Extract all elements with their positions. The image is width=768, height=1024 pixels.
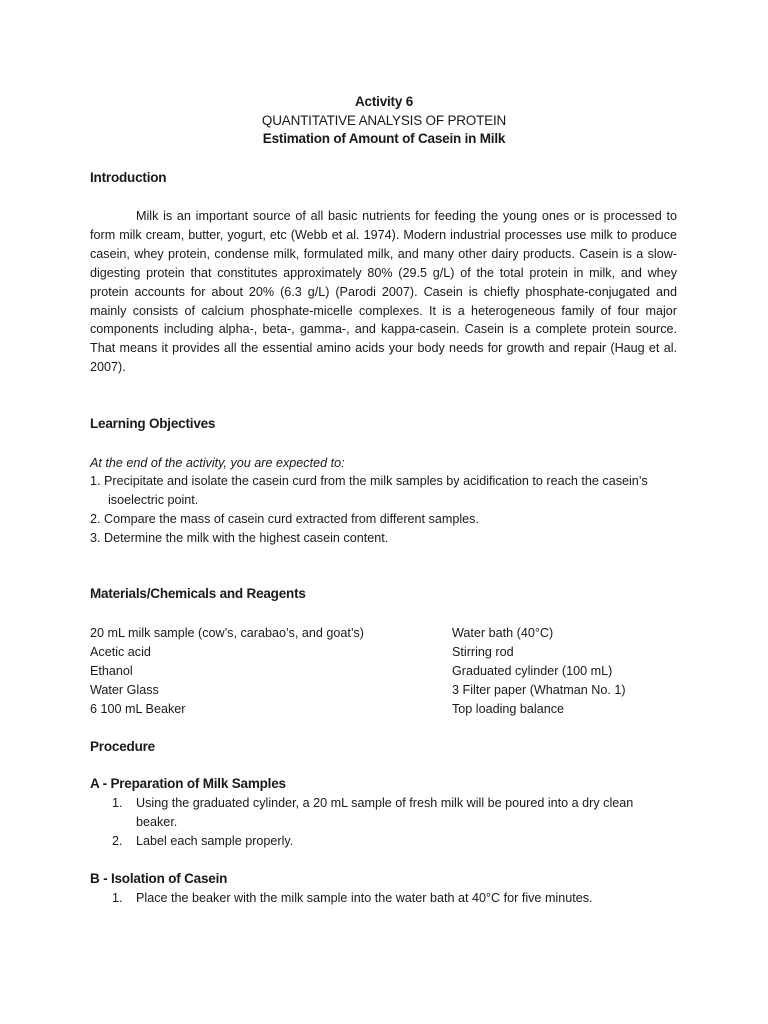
- materials-heading: Materials/Chemicals and Reagents: [90, 586, 306, 601]
- objective-item: 3. Determine the milk with the highest casein content.: [90, 530, 389, 545]
- step-text: Place the beaker with the milk sample into the water bath at 40°C for five minutes.: [136, 891, 593, 905]
- procedure-step: [112, 832, 672, 851]
- procedure-step: [112, 889, 672, 908]
- material-item: Water Glass: [90, 683, 159, 697]
- material-item: Water bath (40°C): [452, 626, 554, 640]
- activity-number: Activity 6: [354, 94, 414, 109]
- materials-left-column: [90, 624, 364, 719]
- objectives-lead: At the end of the activity, you are expected to:: [90, 456, 345, 470]
- section-a-heading: A - Preparation of Milk Samples: [90, 776, 286, 791]
- material-item: Graduated cylinder (100 mL): [452, 664, 613, 678]
- section-a-steps: [112, 794, 672, 851]
- introduction-paragraph: Milk is an important source of all basic nutrients for feeding the young ones or is processed to form milk cream, butter, yogurt, etc (Webb et al. 1974). Modern industrial processes use milk to produce casein, whey protein, condense milk, formulated milk, and many other dairy products. Casein is a slow-digesting protein that constitutes approximately 80% (29.5 g/L) of the total protein in milk, and whey protein accounts for about 20% (6.3 g/L) (Parodi 2007). Casein is chiefly phosphate-conjugated and mainly consists of calcium phosphate-micelle complexes. It is a heterogeneous family of four major components including alpha-, beta-, gamma-, and kappa-casein. Casein is a complete protein source. That means it provides all the essential amino acids your body needs for growth and repair (Haug et al. 2007).: [90, 209, 677, 375]
- material-item: Top loading balance: [452, 702, 565, 716]
- material-item: 3 Filter paper (Whatman No. 1): [452, 683, 626, 697]
- material-item: 20 mL milk sample (cow’s, carabao’s, and goat’s): [90, 626, 364, 640]
- material-item: 6 100 mL Beaker: [90, 702, 186, 716]
- section-b-heading: B - Isolation of Casein: [90, 871, 228, 886]
- step-text: Using the graduated cylinder, a 20 mL sample of fresh milk will be poured into a dry clean beaker.: [136, 796, 634, 829]
- material-item: Ethanol: [90, 664, 133, 678]
- step-number: 1.: [112, 891, 123, 905]
- introduction-heading: Introduction: [90, 170, 167, 185]
- step-text: Label each sample properly.: [136, 833, 294, 848]
- objectives-heading: Learning Objectives: [90, 416, 216, 431]
- title-block: [0, 93, 768, 149]
- step-number: 2.: [112, 833, 123, 848]
- activity-subject: QUANTITATIVE ANALYSIS OF PROTEIN: [261, 112, 507, 128]
- objective-item: 1. Precipitate and isolate the casein curd from the milk samples by acidification to reach the casein’s isoelectric point.: [90, 474, 648, 507]
- procedure-heading: Procedure: [90, 739, 155, 754]
- materials-right-column: [452, 624, 626, 719]
- procedure-step: [112, 794, 672, 832]
- section-b-steps: [112, 889, 672, 908]
- step-number: 1.: [112, 796, 123, 810]
- objective-item: 2. Compare the mass of casein curd extracted from different samples.: [90, 511, 479, 526]
- activity-subtitle: Estimation of Amount of Casein in Milk: [262, 131, 506, 146]
- material-item: Acetic acid: [90, 645, 151, 659]
- objectives-list: [90, 472, 680, 548]
- material-item: Stirring rod: [452, 645, 514, 659]
